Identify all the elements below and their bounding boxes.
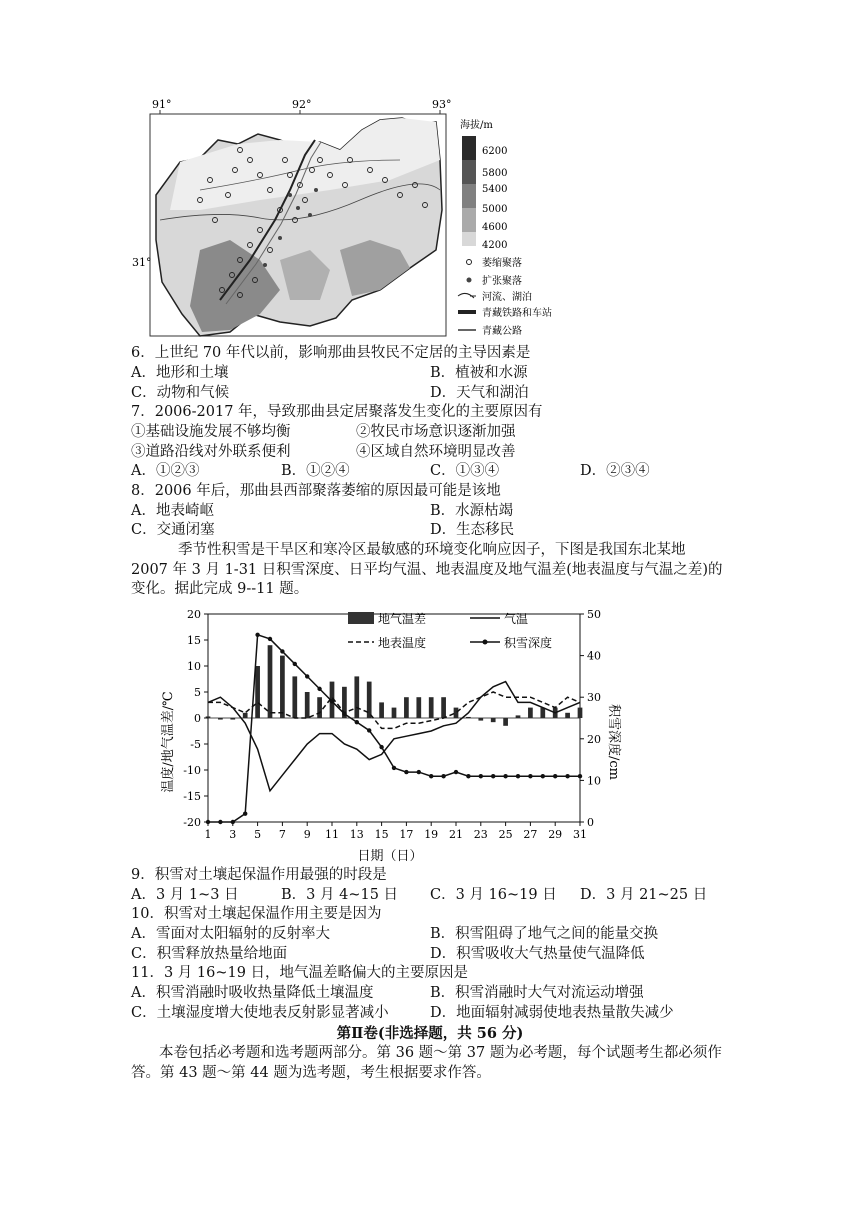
snow-depth-point bbox=[516, 774, 520, 778]
diff-bar bbox=[317, 697, 322, 718]
chart-svg bbox=[160, 602, 620, 864]
legend-railway: 青藏铁路和车站 bbox=[482, 308, 552, 319]
q11-stem: 11．3 月 16~19 日，地气温差略偏大的主要原因是 bbox=[131, 965, 469, 981]
q8-option-c: C．交通闭塞 bbox=[131, 522, 215, 538]
q6-option-a: A．地形和土壤 bbox=[131, 365, 229, 381]
elev-5400: 5400 bbox=[482, 184, 508, 195]
snow-depth-point bbox=[541, 774, 545, 778]
x-tick-label: 13 bbox=[349, 828, 364, 841]
y-right-label: 积雪深度/cm bbox=[606, 704, 621, 780]
diff-bar bbox=[392, 708, 397, 718]
intro-line-3: 变化。据此完成 9--11 题。 bbox=[131, 581, 309, 597]
snow-depth-point bbox=[565, 774, 569, 778]
diff-bar bbox=[454, 708, 459, 718]
y-right-tick-label: 40 bbox=[587, 649, 601, 663]
diff-bar bbox=[379, 702, 384, 718]
q8-option-a: A．地表崎岖 bbox=[131, 503, 214, 519]
q9-option-b: B．3 月 4~15 日 bbox=[281, 887, 399, 903]
diff-bar bbox=[503, 718, 508, 726]
intro-line-1: 季节性积雪是干旱区和寒冷区最敏感的环境变化响应因子，下图是我国东北某地 bbox=[178, 542, 686, 558]
shrink-icon bbox=[467, 260, 472, 265]
snow-depth-point bbox=[578, 774, 582, 778]
elev-6200: 6200 bbox=[482, 146, 508, 157]
q7-statement-1: ①基础设施发展不够均衡 bbox=[131, 424, 291, 440]
diff-bar bbox=[416, 697, 421, 718]
y-left-tick-label: -5 bbox=[190, 738, 201, 751]
q9-option-a: A．3 月 1~3 日 bbox=[131, 887, 239, 903]
section-text-2: 答。第 43 题～第 44 题为选考题，考生根据要求作答。 bbox=[131, 1065, 491, 1081]
snow-depth-point bbox=[293, 662, 297, 666]
snow-depth-line bbox=[208, 635, 580, 822]
x-tick-label: 1 bbox=[204, 828, 212, 841]
snow-depth-point bbox=[255, 633, 259, 637]
diff-bar bbox=[516, 715, 521, 718]
y-left-tick-label: -15 bbox=[183, 790, 201, 803]
legend-snow-marker bbox=[483, 640, 488, 645]
diff-bar bbox=[528, 708, 533, 718]
snow-depth-point bbox=[342, 712, 346, 716]
diff-bar bbox=[466, 717, 471, 718]
x-tick-label: 27 bbox=[523, 828, 538, 841]
q11-option-b: B．积雪消融时大气对流运动增强 bbox=[430, 985, 644, 1001]
q10-option-b: B．积雪阻碍了地气之间的能量交换 bbox=[430, 926, 659, 942]
y-right-tick-label: 50 bbox=[587, 608, 601, 621]
q11-option-a: A．积雪消融时吸收热量降低土壤温度 bbox=[131, 985, 374, 1001]
diff-bar bbox=[429, 697, 434, 718]
q6-option-b: B．植被和水源 bbox=[430, 365, 528, 381]
diff-bar bbox=[255, 666, 260, 718]
snow-depth-point bbox=[317, 687, 321, 691]
y-left-tick-label: -10 bbox=[183, 764, 201, 777]
q6-option-d: D．天气和湖泊 bbox=[430, 385, 529, 401]
y-left-tick-label: 15 bbox=[187, 634, 201, 647]
snow-temperature-chart bbox=[160, 602, 620, 864]
q7-statement-3: ③道路沿线对外联系便利 bbox=[131, 444, 291, 460]
legend-title: 海拔/m bbox=[460, 120, 493, 131]
q11-option-c: C．土壤湿度增大使地表反射影显著减小 bbox=[131, 1005, 389, 1021]
legend-shrink: 萎缩聚落 bbox=[482, 258, 522, 269]
river-icon bbox=[458, 293, 476, 298]
legend-expand: 扩张聚落 bbox=[482, 276, 522, 287]
snow-depth-point bbox=[417, 770, 421, 774]
elev-5000: 5000 bbox=[482, 204, 508, 215]
section-title: 第Ⅱ卷(非选择题，共 56 分) bbox=[336, 1025, 524, 1042]
snow-depth-point bbox=[404, 770, 408, 774]
elev-4200: 4200 bbox=[482, 240, 508, 251]
snow-depth-point bbox=[441, 774, 445, 778]
diff-bar bbox=[292, 676, 297, 718]
snow-depth-point bbox=[218, 820, 222, 824]
lon-label-92: 92° bbox=[292, 98, 312, 111]
diff-bar bbox=[354, 676, 359, 718]
snow-depth-point bbox=[355, 720, 359, 724]
legend-air: 气温 bbox=[504, 612, 529, 626]
x-tick-label: 19 bbox=[424, 828, 439, 841]
snow-depth-point bbox=[367, 728, 371, 732]
diff-bar bbox=[305, 692, 310, 718]
q7-option-a: A．①②③ bbox=[131, 463, 200, 479]
x-tick-label: 21 bbox=[449, 828, 463, 841]
q7-statement-2: ②牧民市场意识逐渐加强 bbox=[356, 424, 516, 440]
y-left-tick-label: 0 bbox=[194, 712, 201, 725]
diff-bar bbox=[218, 718, 223, 720]
y-right-tick-label: 10 bbox=[587, 774, 601, 788]
y-left-label: 温度/地气温差/℃ bbox=[161, 691, 176, 793]
x-tick-label: 23 bbox=[473, 828, 488, 841]
diff-bar bbox=[268, 645, 273, 718]
x-tick-label: 5 bbox=[254, 828, 262, 841]
diff-bar bbox=[243, 713, 248, 718]
legend-river: 河流、湖泊 bbox=[482, 292, 532, 303]
legend-highway: 青藏公路 bbox=[482, 326, 522, 337]
air-temp-line bbox=[208, 682, 580, 791]
diff-bar bbox=[280, 656, 285, 718]
q6-stem: 6．上世纪 70 年代以前，影响那曲县牧民不定居的主导因素是 bbox=[131, 345, 531, 361]
snow-depth-point bbox=[454, 770, 458, 774]
q9-option-d: D．3 月 21~25 日 bbox=[580, 887, 708, 903]
diff-bar bbox=[441, 697, 446, 718]
diff-bar bbox=[578, 708, 583, 718]
diff-bar bbox=[478, 718, 483, 721]
y-left-tick-label: 20 bbox=[187, 608, 201, 621]
snow-depth-point bbox=[330, 699, 334, 703]
diff-bar bbox=[540, 708, 545, 718]
x-tick-label: 7 bbox=[278, 828, 286, 841]
snow-depth-point bbox=[503, 774, 507, 778]
lon-label-91: 91° bbox=[152, 98, 172, 111]
snow-depth-point bbox=[305, 674, 309, 678]
q10-option-d: D．积雪吸收大气热量使气温降低 bbox=[430, 946, 645, 962]
q7-option-d: D．②③④ bbox=[580, 463, 650, 479]
snow-depth-point bbox=[392, 766, 396, 770]
y-right-tick-label: 20 bbox=[587, 732, 601, 746]
map-figure bbox=[132, 98, 580, 340]
legend-snow: 积雪深度 bbox=[504, 636, 553, 650]
snow-depth-point bbox=[268, 637, 272, 641]
y-left-tick-label: 10 bbox=[187, 660, 201, 673]
snow-depth-point bbox=[466, 774, 470, 778]
x-tick-label: 11 bbox=[325, 828, 339, 841]
q10-option-c: C．积雪释放热量给地面 bbox=[131, 946, 288, 962]
chart-legend bbox=[348, 611, 552, 650]
map-legend bbox=[458, 118, 552, 337]
snow-depth-point bbox=[429, 774, 433, 778]
q8-option-d: D．生态移民 bbox=[430, 522, 515, 538]
q9-stem: 9．积雪对土壤起保温作用最强的时段是 bbox=[131, 867, 387, 883]
lon-label-93: 93° bbox=[432, 98, 452, 111]
snow-depth-point bbox=[479, 774, 483, 778]
x-tick-label: 9 bbox=[303, 828, 311, 841]
q7-stem: 7．2006-2017 年，导致那曲县定居聚落发生变化的主要原因有 bbox=[131, 404, 543, 420]
diff-bar bbox=[230, 718, 235, 720]
q7-statement-4: ④区域自然环境明显改善 bbox=[356, 444, 516, 460]
q7-option-c: C．①③④ bbox=[430, 463, 500, 479]
q10-option-a: A．雪面对太阳辐射的反射率大 bbox=[131, 926, 330, 942]
y-right-tick-label: 0 bbox=[587, 816, 594, 829]
lat-label-31: 31° bbox=[132, 256, 152, 269]
snow-depth-point bbox=[280, 649, 284, 653]
diff-bar bbox=[404, 697, 409, 718]
x-tick-label: 25 bbox=[498, 828, 513, 841]
elev-4600: 4600 bbox=[482, 222, 508, 233]
q7-option-b: B．①②④ bbox=[281, 463, 350, 479]
legend-bar-swatch bbox=[348, 612, 374, 624]
legend-diff: 地气温差 bbox=[378, 612, 427, 626]
y-left-tick-label: 5 bbox=[194, 686, 201, 699]
snow-depth-point bbox=[528, 774, 532, 778]
x-tick-label: 15 bbox=[374, 828, 389, 841]
legend-surface: 地表温度 bbox=[378, 636, 427, 650]
q10-stem: 10．积雪对土壤起保温作用主要是因为 bbox=[131, 906, 382, 922]
q8-option-b: B．水源枯竭 bbox=[430, 503, 514, 519]
q11-option-d: D．地面辐射减弱使地表热量散失减少 bbox=[430, 1005, 674, 1021]
y-left-tick-label: -20 bbox=[183, 816, 201, 829]
snow-depth-point bbox=[553, 774, 557, 778]
q8-stem: 8．2006 年后，那曲县西部聚落萎缩的原因最可能是该地 bbox=[131, 483, 501, 499]
elev-5800: 5800 bbox=[482, 168, 508, 179]
section-text-1: 本卷包括必考题和选考题两部分。第 36 题～第 37 题为必考题，每个试题考生都必须作 bbox=[159, 1045, 722, 1061]
railway-icon bbox=[458, 310, 476, 314]
expand-icon bbox=[467, 278, 472, 283]
diff-bar bbox=[565, 713, 570, 718]
snow-depth-point bbox=[243, 811, 247, 815]
snow-depth-point bbox=[379, 745, 383, 749]
x-tick-label: 31 bbox=[573, 828, 587, 841]
diff-bar bbox=[491, 718, 496, 722]
x-tick-label: 3 bbox=[229, 828, 237, 841]
q9-option-c: C．3 月 16~19 日 bbox=[430, 887, 557, 903]
q6-option-c: C．动物和气候 bbox=[131, 385, 230, 401]
map-svg bbox=[132, 98, 580, 340]
x-axis-label: 日期（日） bbox=[357, 849, 423, 864]
snow-depth-point bbox=[491, 774, 495, 778]
x-tick-label: 29 bbox=[548, 828, 563, 841]
intro-line-2: 2007 年 3 月 1-31 日积雪深度、日平均气温、地表温度及地气温差(地表温度与气温之差)的 bbox=[131, 562, 723, 578]
y-right-tick-label: 30 bbox=[587, 691, 601, 705]
x-tick-label: 17 bbox=[399, 828, 414, 841]
